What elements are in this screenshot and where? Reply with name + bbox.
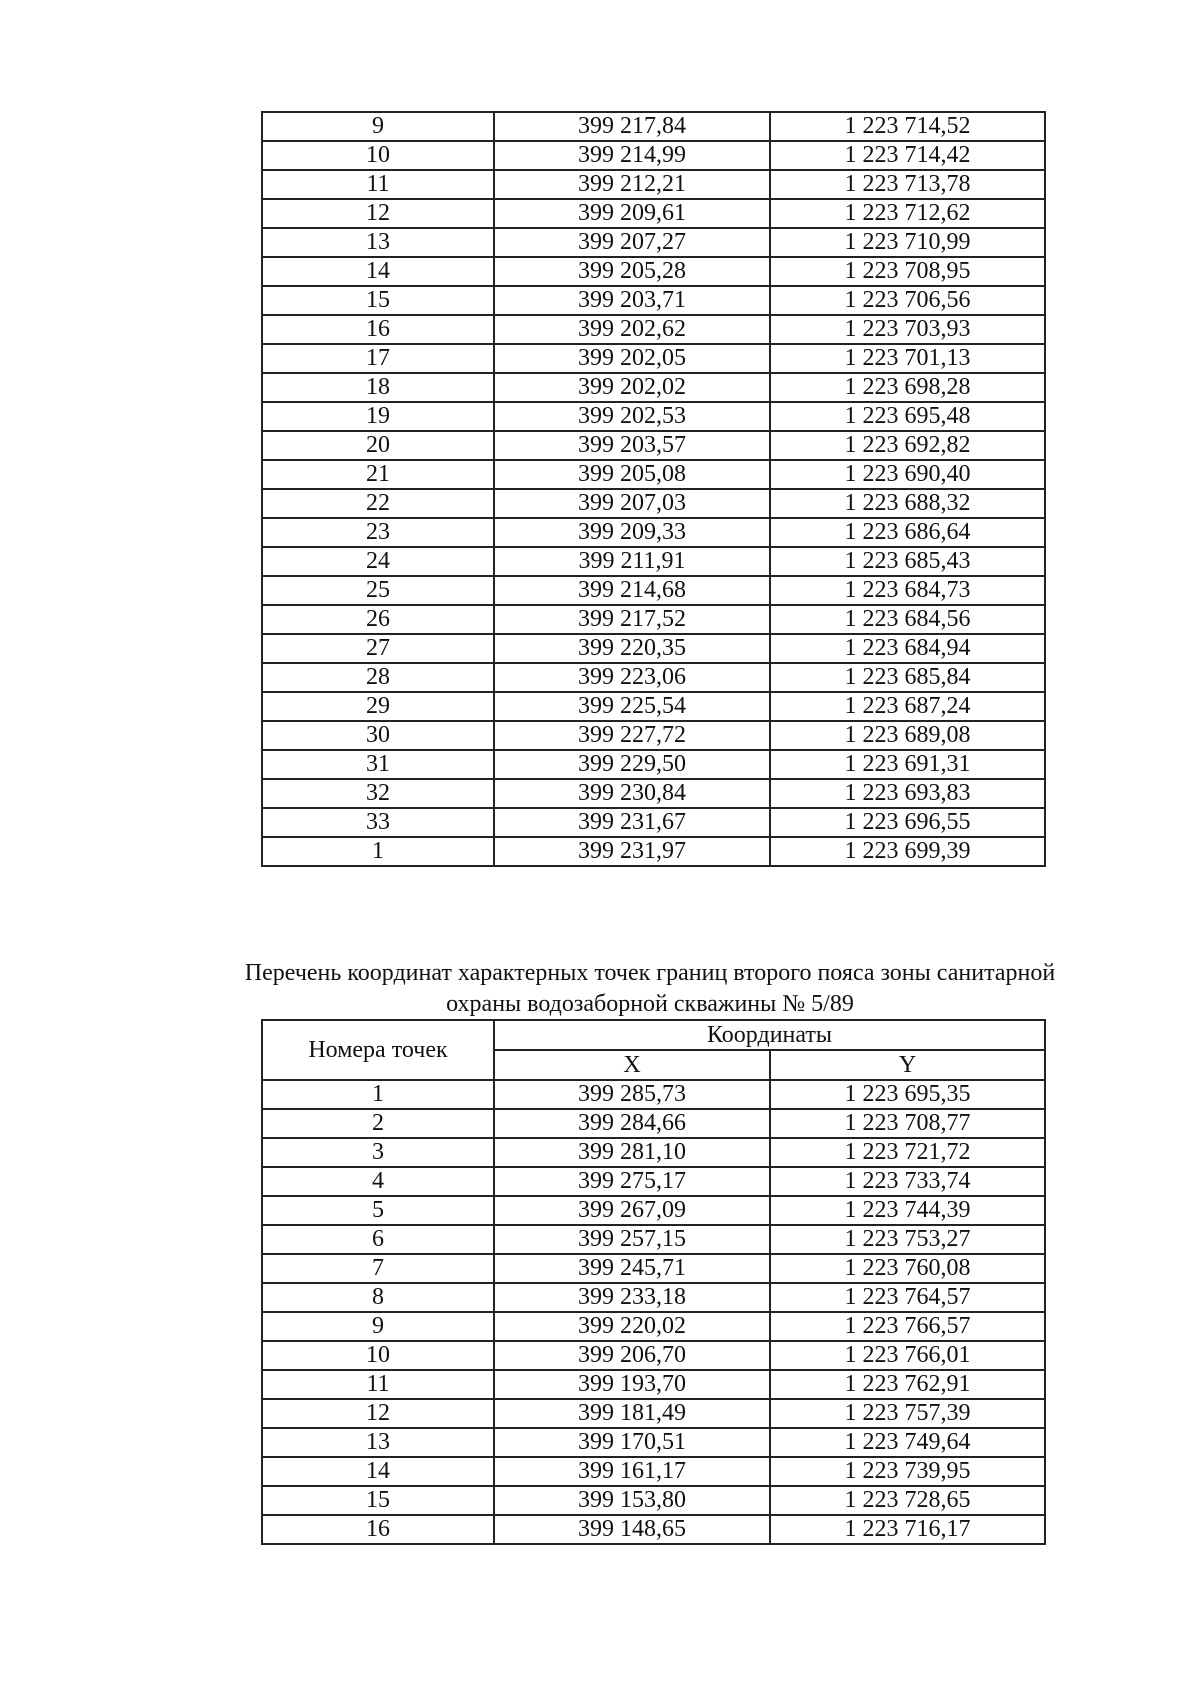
table-row [262,286,1045,315]
y-coordinate-cell: 1 223 684,73 [770,576,1045,605]
x-coordinate-cell: 399 217,84 [494,112,770,141]
table-row [262,837,1045,866]
y-coordinate-cell: 1 223 708,95 [770,257,1045,286]
table-row [262,315,1045,344]
table-row [262,1138,1045,1167]
header-coordinates: Координаты [494,1020,1045,1050]
point-number-cell: 20 [262,431,494,460]
header-point-numbers: Номера точек [262,1020,494,1080]
point-number-cell: 2 [262,1109,494,1138]
point-number-cell: 15 [262,1486,494,1515]
x-coordinate-cell: 399 267,09 [494,1196,770,1225]
y-coordinate-cell: 1 223 695,48 [770,402,1045,431]
x-coordinate-cell: 399 148,65 [494,1515,770,1544]
table-body [262,1080,1045,1544]
y-coordinate-cell: 1 223 757,39 [770,1399,1045,1428]
table-row [262,1225,1045,1254]
point-number-cell: 7 [262,1254,494,1283]
point-number-cell: 9 [262,1312,494,1341]
table-row [262,1283,1045,1312]
point-number-cell: 4 [262,1167,494,1196]
point-number-cell: 6 [262,1225,494,1254]
table-body [262,112,1045,866]
table-row [262,199,1045,228]
table-row [262,1254,1045,1283]
x-coordinate-cell: 399 257,15 [494,1225,770,1254]
point-number-cell: 24 [262,547,494,576]
point-number-cell: 3 [262,1138,494,1167]
header-row [262,1020,1045,1050]
y-coordinate-cell: 1 223 698,28 [770,373,1045,402]
y-coordinate-cell: 1 223 713,78 [770,170,1045,199]
point-number-cell: 31 [262,750,494,779]
x-coordinate-cell: 399 223,06 [494,663,770,692]
caption-line-2: охраны водозаборной скважины № 5/89 [446,991,854,1017]
x-coordinate-cell: 399 170,51 [494,1428,770,1457]
x-coordinate-cell: 399 202,53 [494,402,770,431]
table-row [262,779,1045,808]
x-coordinate-cell: 399 207,27 [494,228,770,257]
point-number-cell: 1 [262,1080,494,1109]
table-row [262,344,1045,373]
x-coordinate-cell: 399 284,66 [494,1109,770,1138]
x-coordinate-cell: 399 214,99 [494,141,770,170]
y-coordinate-cell: 1 223 692,82 [770,431,1045,460]
y-coordinate-cell: 1 223 688,32 [770,489,1045,518]
y-coordinate-cell: 1 223 706,56 [770,286,1045,315]
y-coordinate-cell: 1 223 739,95 [770,1457,1045,1486]
table-row [262,1370,1045,1399]
x-coordinate-cell: 399 230,84 [494,779,770,808]
point-number-cell: 13 [262,1428,494,1457]
y-coordinate-cell: 1 223 764,57 [770,1283,1045,1312]
y-coordinate-cell: 1 223 716,17 [770,1515,1045,1544]
y-coordinate-cell: 1 223 695,35 [770,1080,1045,1109]
point-number-cell: 13 [262,228,494,257]
point-number-cell: 17 [262,344,494,373]
y-coordinate-cell: 1 223 766,57 [770,1312,1045,1341]
x-coordinate-cell: 399 205,28 [494,257,770,286]
table-row [262,1486,1045,1515]
point-number-cell: 28 [262,663,494,692]
table-row [262,692,1045,721]
table-row [262,1341,1045,1370]
table-row [262,576,1045,605]
point-number-cell: 14 [262,257,494,286]
x-coordinate-cell: 399 203,57 [494,431,770,460]
x-coordinate-cell: 399 231,97 [494,837,770,866]
y-coordinate-cell: 1 223 693,83 [770,779,1045,808]
table-row [262,750,1045,779]
y-coordinate-cell: 1 223 762,91 [770,1370,1045,1399]
table-row [262,431,1045,460]
y-coordinate-cell: 1 223 685,43 [770,547,1045,576]
y-coordinate-cell: 1 223 703,93 [770,315,1045,344]
table-row [262,518,1045,547]
y-coordinate-cell: 1 223 708,77 [770,1109,1045,1138]
table-row [262,141,1045,170]
coordinates-table-continued [261,111,1046,867]
table-row [262,808,1045,837]
x-coordinate-cell: 399 202,02 [494,373,770,402]
y-coordinate-cell: 1 223 684,94 [770,634,1045,663]
point-number-cell: 9 [262,112,494,141]
y-coordinate-cell: 1 223 733,74 [770,1167,1045,1196]
y-coordinate-cell: 1 223 712,62 [770,199,1045,228]
table-row [262,402,1045,431]
table-row [262,1457,1045,1486]
point-number-cell: 18 [262,373,494,402]
y-coordinate-cell: 1 223 699,39 [770,837,1045,866]
table-row [262,634,1045,663]
y-coordinate-cell: 1 223 753,27 [770,1225,1045,1254]
x-coordinate-cell: 399 193,70 [494,1370,770,1399]
point-number-cell: 1 [262,837,494,866]
caption-line-1: Перечень координат характерных точек границ второго пояса зоны санитарной [244,960,1056,986]
x-coordinate-cell: 399 220,35 [494,634,770,663]
y-coordinate-cell: 1 223 744,39 [770,1196,1045,1225]
y-coordinate-cell: 1 223 701,13 [770,344,1045,373]
x-coordinate-cell: 399 207,03 [494,489,770,518]
table-row [262,112,1045,141]
x-coordinate-cell: 399 245,71 [494,1254,770,1283]
y-coordinate-cell: 1 223 686,64 [770,518,1045,547]
x-coordinate-cell: 399 153,80 [494,1486,770,1515]
point-number-cell: 11 [262,170,494,199]
table-row [262,1109,1045,1138]
point-number-cell: 27 [262,634,494,663]
point-number-cell: 12 [262,199,494,228]
point-number-cell: 16 [262,315,494,344]
x-coordinate-cell: 399 205,08 [494,460,770,489]
table-row [262,721,1045,750]
table-row [262,605,1045,634]
x-coordinate-cell: 399 229,50 [494,750,770,779]
point-number-cell: 15 [262,286,494,315]
y-coordinate-cell: 1 223 714,42 [770,141,1045,170]
point-number-cell: 8 [262,1283,494,1312]
x-coordinate-cell: 399 281,10 [494,1138,770,1167]
table-row [262,1515,1045,1544]
table-row [262,1428,1045,1457]
point-number-cell: 25 [262,576,494,605]
point-number-cell: 16 [262,1515,494,1544]
table-row [262,489,1045,518]
y-coordinate-cell: 1 223 728,65 [770,1486,1045,1515]
point-number-cell: 11 [262,1370,494,1399]
point-number-cell: 32 [262,779,494,808]
x-coordinate-cell: 399 202,62 [494,315,770,344]
x-coordinate-cell: 399 217,52 [494,605,770,634]
x-coordinate-cell: 399 231,67 [494,808,770,837]
y-coordinate-cell: 1 223 696,55 [770,808,1045,837]
x-coordinate-cell: 399 214,68 [494,576,770,605]
table-row [262,663,1045,692]
y-coordinate-cell: 1 223 766,01 [770,1341,1045,1370]
point-number-cell: 10 [262,141,494,170]
point-number-cell: 29 [262,692,494,721]
table-row [262,1196,1045,1225]
y-coordinate-cell: 1 223 714,52 [770,112,1045,141]
x-coordinate-cell: 399 203,71 [494,286,770,315]
y-coordinate-cell: 1 223 685,84 [770,663,1045,692]
point-number-cell: 30 [262,721,494,750]
x-coordinate-cell: 399 227,72 [494,721,770,750]
table-caption [180,958,1120,1020]
y-coordinate-cell: 1 223 684,56 [770,605,1045,634]
table-row [262,373,1045,402]
header-x: X [494,1050,770,1080]
x-coordinate-cell: 399 209,33 [494,518,770,547]
table-header [262,1020,1045,1080]
x-coordinate-cell: 399 225,54 [494,692,770,721]
point-number-cell: 21 [262,460,494,489]
point-number-cell: 23 [262,518,494,547]
x-coordinate-cell: 399 220,02 [494,1312,770,1341]
table-row [262,1167,1045,1196]
table-row [262,170,1045,199]
y-coordinate-cell: 1 223 721,72 [770,1138,1045,1167]
y-coordinate-cell: 1 223 691,31 [770,750,1045,779]
y-coordinate-cell: 1 223 687,24 [770,692,1045,721]
point-number-cell: 10 [262,1341,494,1370]
table-row [262,257,1045,286]
coordinates-table-second-zone [261,1019,1046,1545]
y-coordinate-cell: 1 223 749,64 [770,1428,1045,1457]
x-coordinate-cell: 399 209,61 [494,199,770,228]
x-coordinate-cell: 399 275,17 [494,1167,770,1196]
table-row [262,460,1045,489]
x-coordinate-cell: 399 285,73 [494,1080,770,1109]
x-coordinate-cell: 399 161,17 [494,1457,770,1486]
x-coordinate-cell: 399 202,05 [494,344,770,373]
table-row [262,1080,1045,1109]
table-row [262,1312,1045,1341]
y-coordinate-cell: 1 223 690,40 [770,460,1045,489]
point-number-cell: 33 [262,808,494,837]
table-row [262,547,1045,576]
x-coordinate-cell: 399 212,21 [494,170,770,199]
x-coordinate-cell: 399 206,70 [494,1341,770,1370]
x-coordinate-cell: 399 211,91 [494,547,770,576]
point-number-cell: 22 [262,489,494,518]
x-coordinate-cell: 399 181,49 [494,1399,770,1428]
y-coordinate-cell: 1 223 710,99 [770,228,1045,257]
y-coordinate-cell: 1 223 689,08 [770,721,1045,750]
point-number-cell: 14 [262,1457,494,1486]
point-number-cell: 5 [262,1196,494,1225]
table-row [262,1399,1045,1428]
point-number-cell: 19 [262,402,494,431]
point-number-cell: 12 [262,1399,494,1428]
y-coordinate-cell: 1 223 760,08 [770,1254,1045,1283]
x-coordinate-cell: 399 233,18 [494,1283,770,1312]
point-number-cell: 26 [262,605,494,634]
table-row [262,228,1045,257]
header-y: Y [770,1050,1045,1080]
